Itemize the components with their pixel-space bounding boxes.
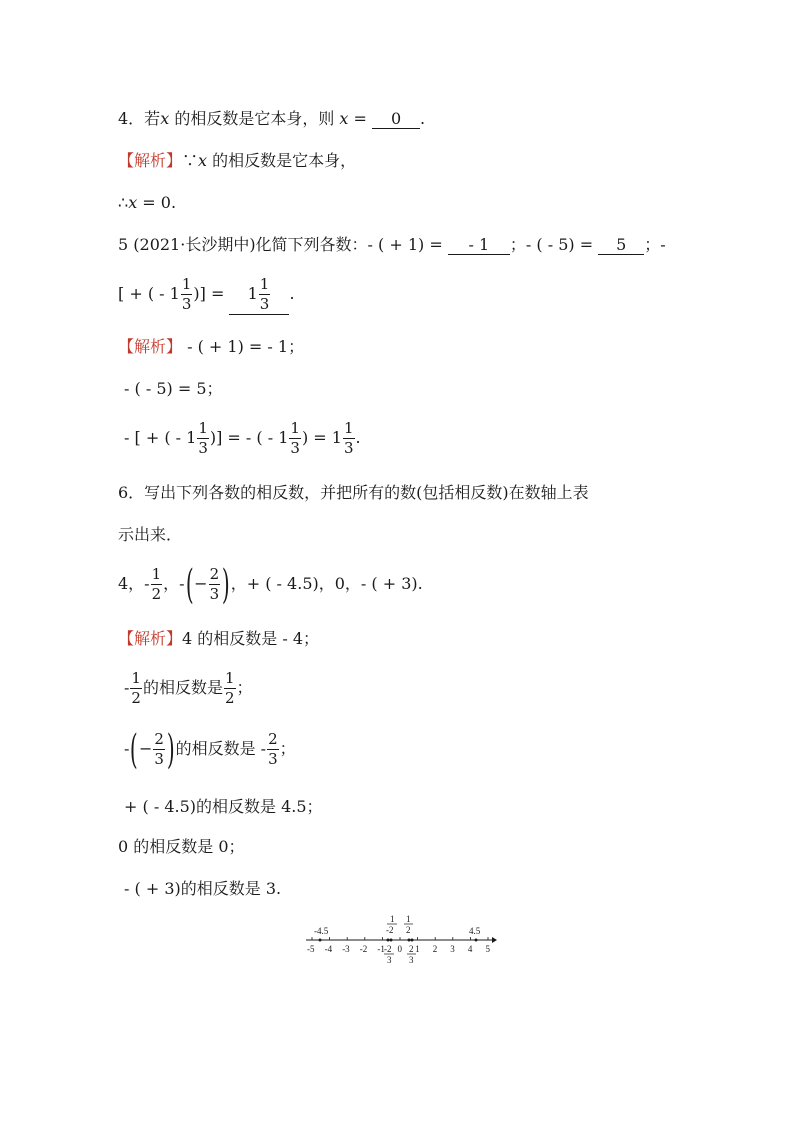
q4-var-x2: x bbox=[339, 109, 349, 128]
label-half-num: 1 bbox=[406, 914, 411, 924]
q6-solution-line4 bbox=[124, 796, 323, 818]
frac-two-thirds bbox=[153, 730, 165, 769]
q5-stem: 5 (2021·长沙期中)化简下列各数：- ( + 1) = bbox=[118, 235, 443, 254]
tick-label: -3 bbox=[342, 944, 350, 954]
sol-frac-3 bbox=[343, 419, 355, 458]
ans3-den: 3 bbox=[259, 295, 270, 313]
frac-num: 2 bbox=[209, 565, 220, 583]
q4-sol-var2: x bbox=[128, 193, 138, 212]
number-line-diagram bbox=[300, 912, 500, 968]
q4-sol-text2: = 0. bbox=[137, 193, 177, 212]
frac-den: 3 bbox=[290, 439, 300, 457]
q5-sol-l3c: ) = 1 bbox=[301, 428, 342, 447]
q5-solution-line2 bbox=[124, 378, 223, 400]
q6-sol-l3a: - bbox=[124, 739, 130, 758]
fraction-one-third bbox=[181, 275, 193, 314]
frac-num: 1 bbox=[181, 275, 192, 293]
tick-label: 0 bbox=[397, 944, 402, 954]
axis-arrow-icon bbox=[492, 937, 497, 943]
q5-answer2-blank: 5 bbox=[598, 236, 644, 255]
q4-solution-line1 bbox=[118, 150, 356, 172]
neg-sign: − bbox=[139, 739, 153, 758]
label-half-den: 2 bbox=[406, 925, 411, 935]
tick-label: -5 bbox=[307, 944, 315, 954]
tick-label: -4 bbox=[324, 944, 333, 954]
frac-num: 1 bbox=[343, 419, 354, 437]
q4-stem-a: 4．若 bbox=[118, 109, 161, 128]
frac-den: 3 bbox=[198, 439, 208, 457]
q6-solution-line1 bbox=[118, 628, 319, 650]
q6-stem2: 示出来． bbox=[118, 525, 183, 544]
solution-tag: 【解析】 bbox=[118, 629, 183, 648]
tick-label: 5 bbox=[485, 944, 490, 954]
q5-sol-l3b: )] = - ( - 1 bbox=[209, 428, 289, 447]
label-neg-4-5: -4.5 bbox=[314, 926, 329, 936]
solution-tag: 【解析】 bbox=[118, 337, 183, 356]
frac-num: 1 bbox=[198, 419, 208, 437]
label-neg-half-num: 1 bbox=[390, 914, 395, 924]
label-4-5: 4.5 bbox=[469, 926, 481, 936]
frac-num: 2 bbox=[154, 730, 164, 748]
ans3-num: 1 bbox=[259, 275, 270, 293]
q5-solution-line3 bbox=[124, 418, 361, 458]
tick-label: 3 bbox=[450, 944, 455, 954]
label-neg-half-den: -2 bbox=[386, 925, 394, 935]
point-neg-4-5 bbox=[319, 939, 322, 942]
frac-half bbox=[130, 669, 142, 708]
because-sign: ∵ bbox=[182, 151, 199, 170]
frac-num: 1 bbox=[151, 565, 162, 583]
q5-sol-l3a: - [ + ( - 1 bbox=[124, 428, 197, 447]
q4-var-x: x bbox=[160, 109, 170, 128]
q6-sol-l2a: - bbox=[124, 678, 130, 697]
point-half bbox=[408, 939, 411, 942]
frac-num: 1 bbox=[290, 419, 300, 437]
q5-answer1-blank: - 1 bbox=[448, 236, 510, 255]
label-two-thirds-den: 3 bbox=[409, 955, 414, 965]
q6-sol-l1: 4 的相反数是 - 4； bbox=[182, 629, 320, 648]
q6-stem1: 6．写出下列各数的相反数，并把所有的数(包括相反数)在数轴上表 bbox=[118, 483, 589, 502]
q4-solution-line2 bbox=[118, 192, 176, 214]
label-two-thirds-num: 2 bbox=[409, 944, 414, 954]
q6-solution-line3 bbox=[124, 726, 296, 772]
tick-label: -1 bbox=[377, 944, 385, 954]
q5-answer3-blank bbox=[229, 275, 289, 315]
frac-den: 2 bbox=[224, 689, 235, 707]
frac-den: 3 bbox=[209, 585, 220, 603]
tick-label: 1 bbox=[415, 944, 420, 954]
q6-solution-line2 bbox=[124, 666, 253, 710]
q6-sol-l3end: ； bbox=[279, 739, 296, 758]
q5-sep2: ；- bbox=[644, 235, 666, 254]
q5-sol-l3end: . bbox=[355, 428, 361, 447]
frac-den: 2 bbox=[131, 689, 141, 707]
q5-l2-mid: )] = bbox=[193, 284, 225, 303]
right-paren: ) bbox=[222, 561, 230, 608]
neg-sign: − bbox=[194, 574, 208, 593]
q4-stem-c: = bbox=[348, 109, 367, 128]
frac-den: 2 bbox=[151, 585, 162, 603]
point-4-5 bbox=[475, 939, 478, 942]
q5-l2-start: [ + ( - 1 bbox=[118, 284, 180, 303]
q6-solution-line5 bbox=[118, 836, 245, 858]
q5-solution-line1 bbox=[118, 336, 304, 358]
q6-list-c: ，+ ( - 4.5)，0，- ( + 3). bbox=[230, 574, 423, 593]
ans3-frac bbox=[259, 275, 271, 314]
frac-den: 3 bbox=[343, 439, 354, 457]
left-paren: ( bbox=[185, 561, 194, 608]
q6-list-a: 4，- bbox=[118, 574, 150, 593]
q4-answer-blank: 0 bbox=[372, 110, 420, 129]
frac-two-thirds-2 bbox=[267, 730, 279, 769]
q5-sol-l1: - ( + 1) = - 1； bbox=[182, 337, 305, 356]
frac-half bbox=[151, 565, 163, 604]
q6-sol-l4: + ( - 4.5)的相反数是 4.5； bbox=[124, 797, 323, 816]
right-paren: ) bbox=[166, 726, 175, 773]
q4-sol-text1: 的相反数是它本身， bbox=[212, 151, 357, 170]
q4-line bbox=[118, 108, 425, 130]
frac-num: 1 bbox=[131, 669, 141, 687]
tick-label: 2 bbox=[432, 944, 438, 954]
therefore-sign: ∴ bbox=[118, 193, 129, 212]
q5-sol-l2: - ( - 5) = 5； bbox=[124, 379, 223, 398]
ans3-whole: 1 bbox=[247, 284, 258, 303]
point-two-thirds bbox=[411, 939, 414, 942]
q6-sol-l6: - ( + 3)的相反数是 3. bbox=[124, 879, 282, 898]
frac-num: 2 bbox=[268, 730, 278, 748]
tick-label: 4 bbox=[467, 944, 473, 954]
q4-end: . bbox=[420, 109, 426, 128]
tick-label: -2 bbox=[359, 944, 368, 954]
q5-line2 bbox=[118, 274, 295, 315]
frac-two-thirds bbox=[209, 565, 221, 604]
q6-solution-line6 bbox=[124, 878, 281, 900]
q5-sep1: ；- ( - 5) = bbox=[509, 235, 594, 254]
sol-frac-2 bbox=[289, 419, 301, 458]
q5-l2-end: . bbox=[289, 284, 295, 303]
q6-line1 bbox=[118, 482, 589, 504]
q4-stem-b: 的相反数是它本身，则 bbox=[174, 109, 335, 128]
frac-den: 3 bbox=[268, 750, 278, 768]
q6-sol-l3b: 的相反数是 - bbox=[175, 739, 267, 758]
q4-sol-var: x bbox=[198, 151, 208, 170]
q6-sol-l5: 0 的相反数是 0； bbox=[118, 837, 245, 856]
frac-half-2 bbox=[224, 669, 236, 708]
frac-den: 3 bbox=[154, 750, 164, 768]
frac-num: 1 bbox=[224, 669, 235, 687]
q5-line1 bbox=[118, 234, 666, 256]
point-neg-half bbox=[390, 939, 393, 942]
q6-list-b: ，- bbox=[163, 574, 185, 593]
q6-sol-l2end: ； bbox=[236, 678, 253, 697]
label-neg-two-thirds-den: 3 bbox=[387, 955, 392, 965]
frac-den: 3 bbox=[181, 295, 192, 313]
label-neg-two-thirds-num: -2 bbox=[384, 944, 392, 954]
solution-tag: 【解析】 bbox=[118, 151, 183, 170]
q6-sol-l2b: 的相反数是 bbox=[142, 678, 223, 697]
q6-line2 bbox=[118, 524, 182, 546]
sol-frac-1 bbox=[197, 419, 209, 458]
left-paren: ( bbox=[130, 726, 139, 773]
point-neg-two-thirds bbox=[387, 939, 390, 942]
q6-number-list bbox=[118, 562, 423, 606]
